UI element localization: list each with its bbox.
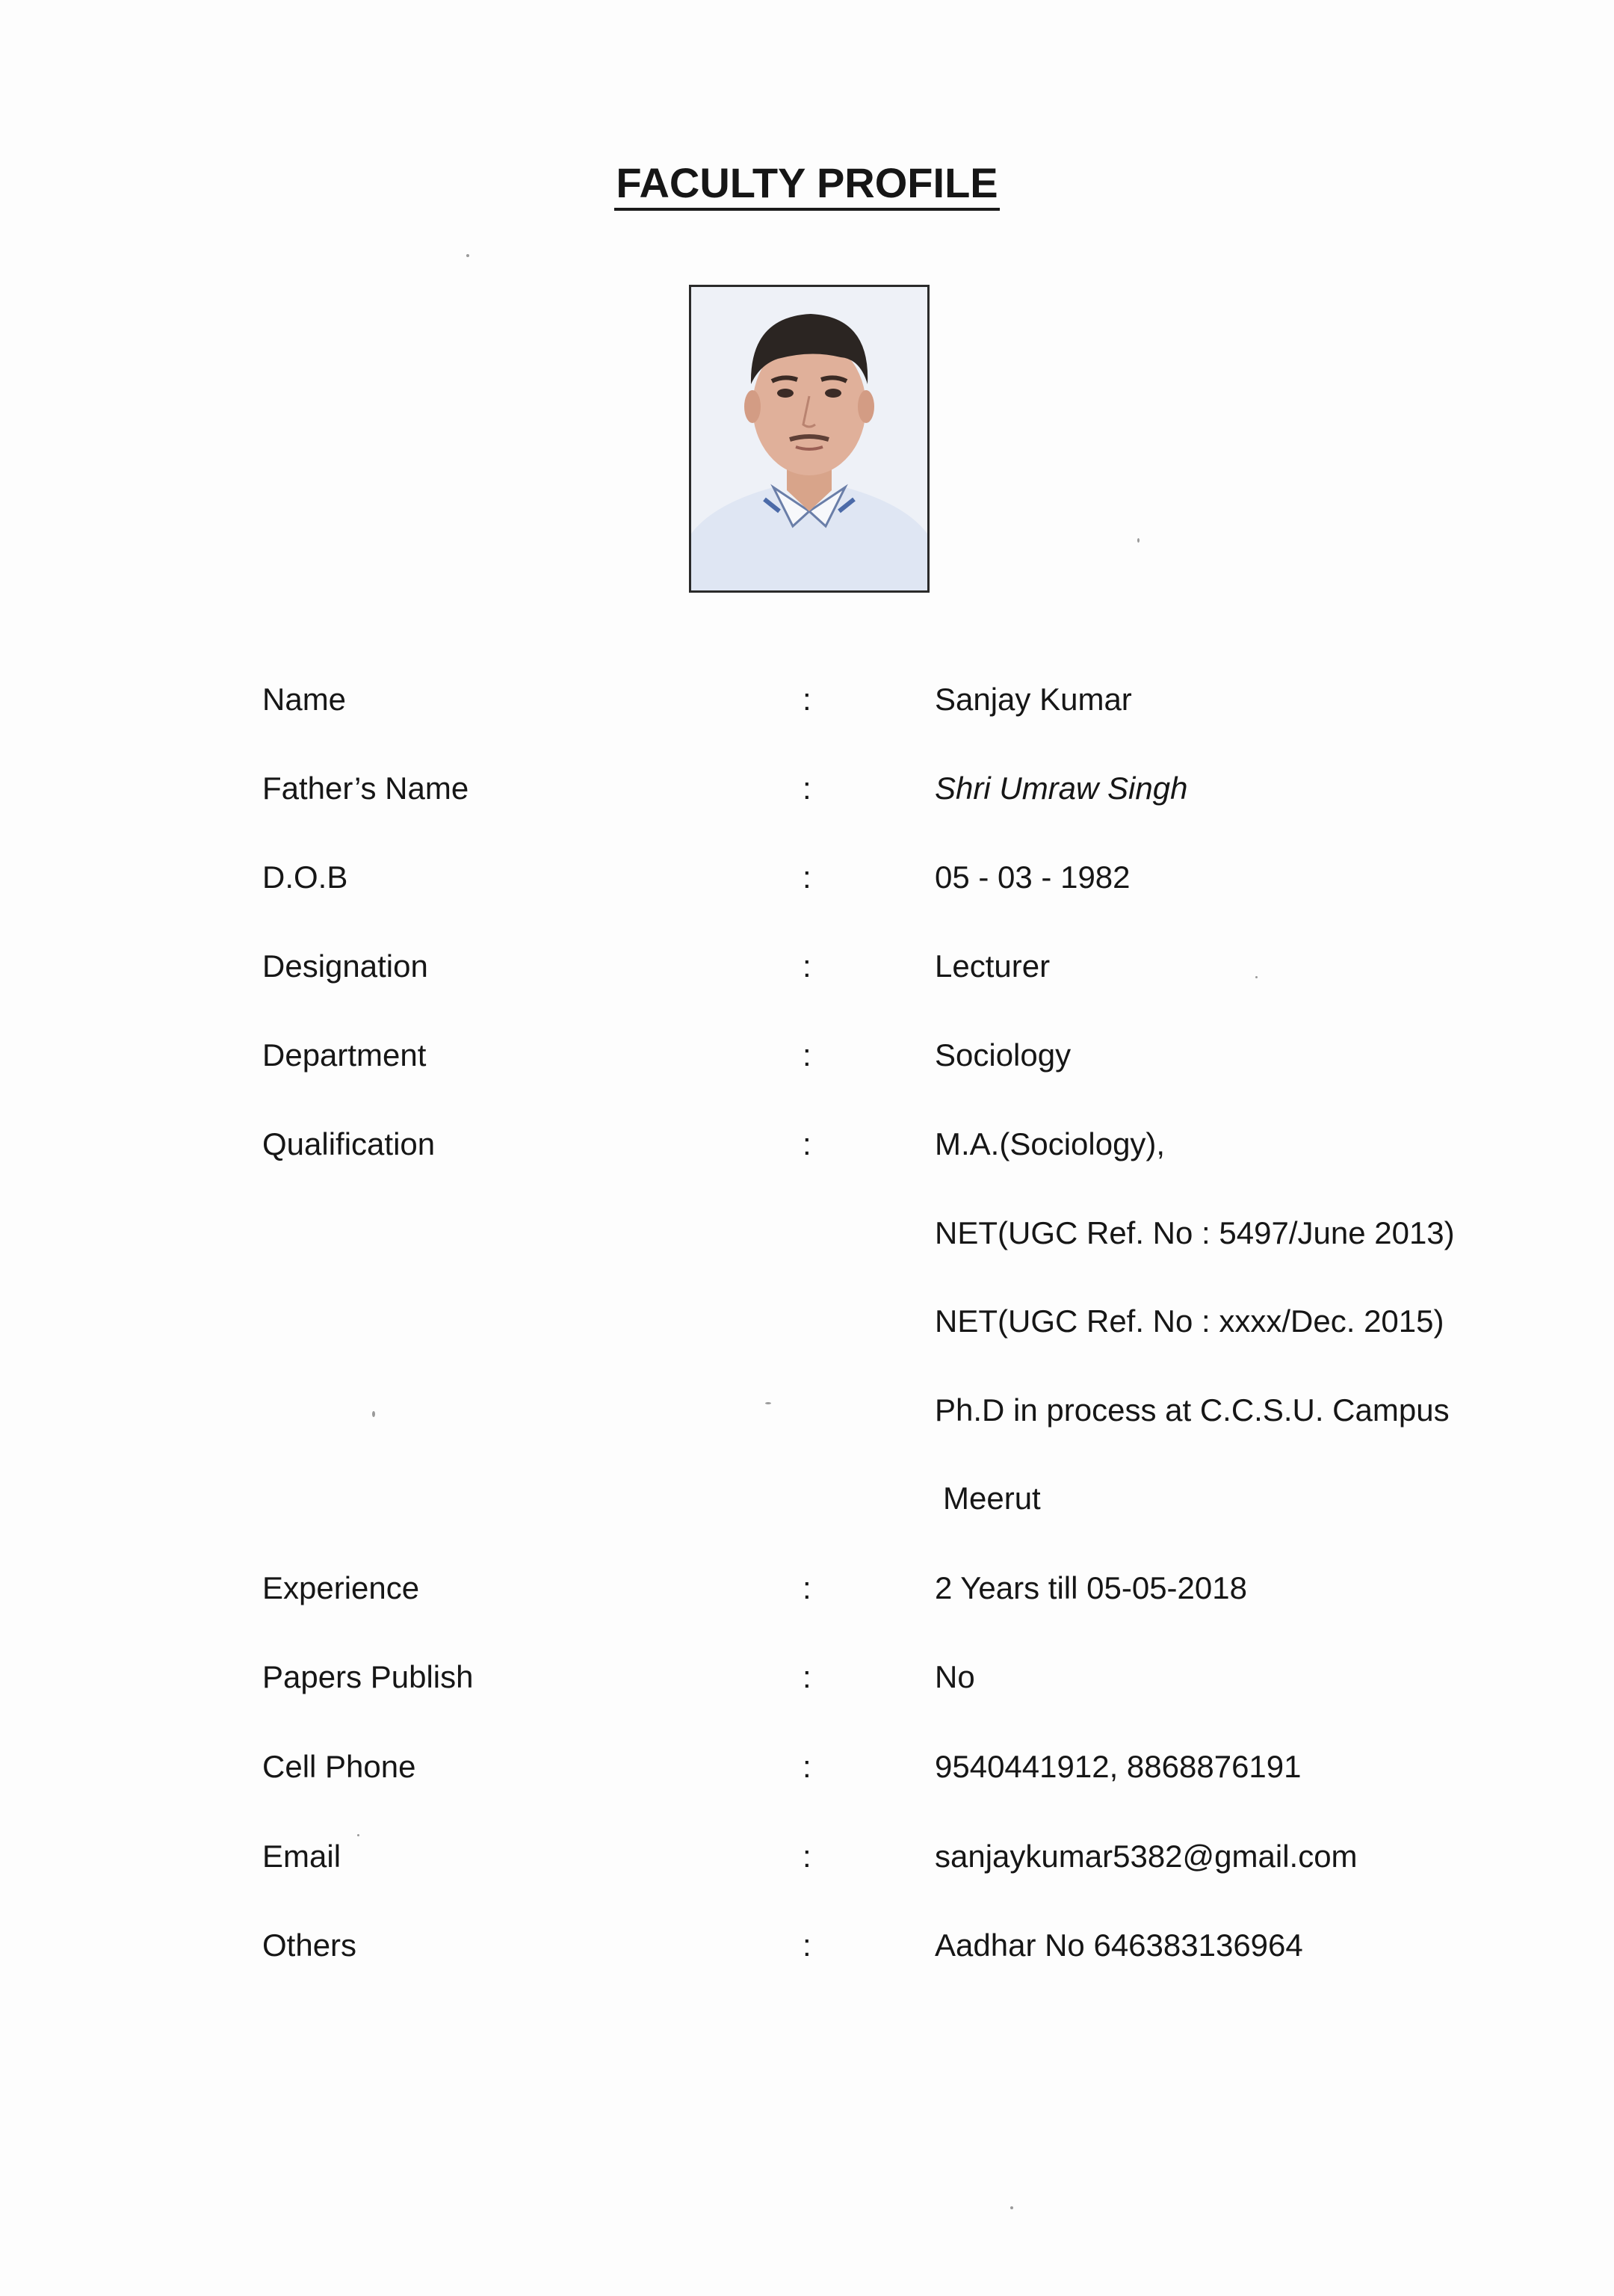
field-value: M.A.(Sociology), <box>935 1126 1166 1161</box>
field-value: Sociology <box>935 1037 1072 1073</box>
field-colon: : <box>803 1749 811 1784</box>
scan-speck <box>466 254 469 257</box>
qualification-line-text: NET(UGC Ref. No : 5497/June 2013) <box>935 1215 1455 1250</box>
field-label: Department <box>262 1037 427 1073</box>
field-value: Shri Umraw Singh <box>935 771 1188 806</box>
field-colon: : <box>803 1659 811 1694</box>
field-value: No <box>935 1659 975 1694</box>
field-value: 05 - 03 - 1982 <box>935 860 1131 895</box>
field-row-experience <box>0 1566 1614 1611</box>
document-title <box>0 158 1614 211</box>
field-row-email <box>0 1834 1614 1879</box>
scan-speck <box>1010 2206 1013 2209</box>
field-label: Designation <box>262 948 428 984</box>
field-label: Qualification <box>262 1126 436 1161</box>
scan-speck <box>1137 538 1140 543</box>
scan-speck <box>1255 976 1258 978</box>
field-row-designation <box>0 944 1614 989</box>
field-colon: : <box>803 1928 811 1963</box>
qualification-line <box>0 1299 1614 1344</box>
field-label: Experience <box>262 1570 420 1605</box>
field-value: 2 Years till 05-05-2018 <box>935 1570 1247 1605</box>
field-colon: : <box>803 682 811 717</box>
field-value: Lecturer <box>935 948 1051 984</box>
field-label: Father’s Name <box>262 771 469 806</box>
field-row-papers-publish <box>0 1655 1614 1700</box>
scan-speck <box>372 1411 375 1417</box>
scan-speck <box>357 1834 359 1836</box>
qualification-line-text: Ph.D in process at C.C.S.U. Campus <box>935 1392 1450 1428</box>
qualification-line-text: Meerut <box>943 1481 1041 1516</box>
field-row-department <box>0 1033 1614 1078</box>
scan-speck <box>765 1402 771 1404</box>
field-row-others <box>0 1923 1614 1968</box>
field-colon: : <box>803 860 811 895</box>
field-label: Papers Publish <box>262 1659 474 1694</box>
qualification-line <box>0 1388 1614 1433</box>
field-colon: : <box>803 771 811 806</box>
field-colon: : <box>803 948 811 984</box>
document-title-text: FACULTY PROFILE <box>614 158 999 211</box>
field-label: Email <box>262 1839 341 1874</box>
field-label: Cell Phone <box>262 1749 416 1784</box>
field-row-cell-phone <box>0 1744 1614 1789</box>
field-label: Name <box>262 682 347 717</box>
field-label: D.O.B <box>262 860 348 895</box>
portrait-icon <box>691 287 927 590</box>
field-value: 9540441912, 8868876191 <box>935 1749 1302 1784</box>
field-colon: : <box>803 1037 811 1073</box>
field-row-qualification <box>0 1122 1614 1167</box>
field-row-name <box>0 677 1614 722</box>
qualification-line <box>0 1476 1614 1521</box>
field-value: Aadhar No 646383136964 <box>935 1928 1303 1963</box>
field-row-fathers-name <box>0 766 1614 811</box>
field-label: Others <box>262 1928 357 1963</box>
qualification-line-text: NET(UGC Ref. No : xxxx/Dec. 2015) <box>935 1303 1444 1339</box>
field-colon: : <box>803 1126 811 1161</box>
field-colon: : <box>803 1570 811 1605</box>
field-colon: : <box>803 1839 811 1874</box>
field-row-dob <box>0 855 1614 900</box>
field-value: sanjaykumar5382@gmail.com <box>935 1839 1358 1874</box>
portrait-photo <box>689 285 930 593</box>
qualification-line <box>0 1211 1614 1256</box>
field-value: Sanjay Kumar <box>935 682 1132 717</box>
